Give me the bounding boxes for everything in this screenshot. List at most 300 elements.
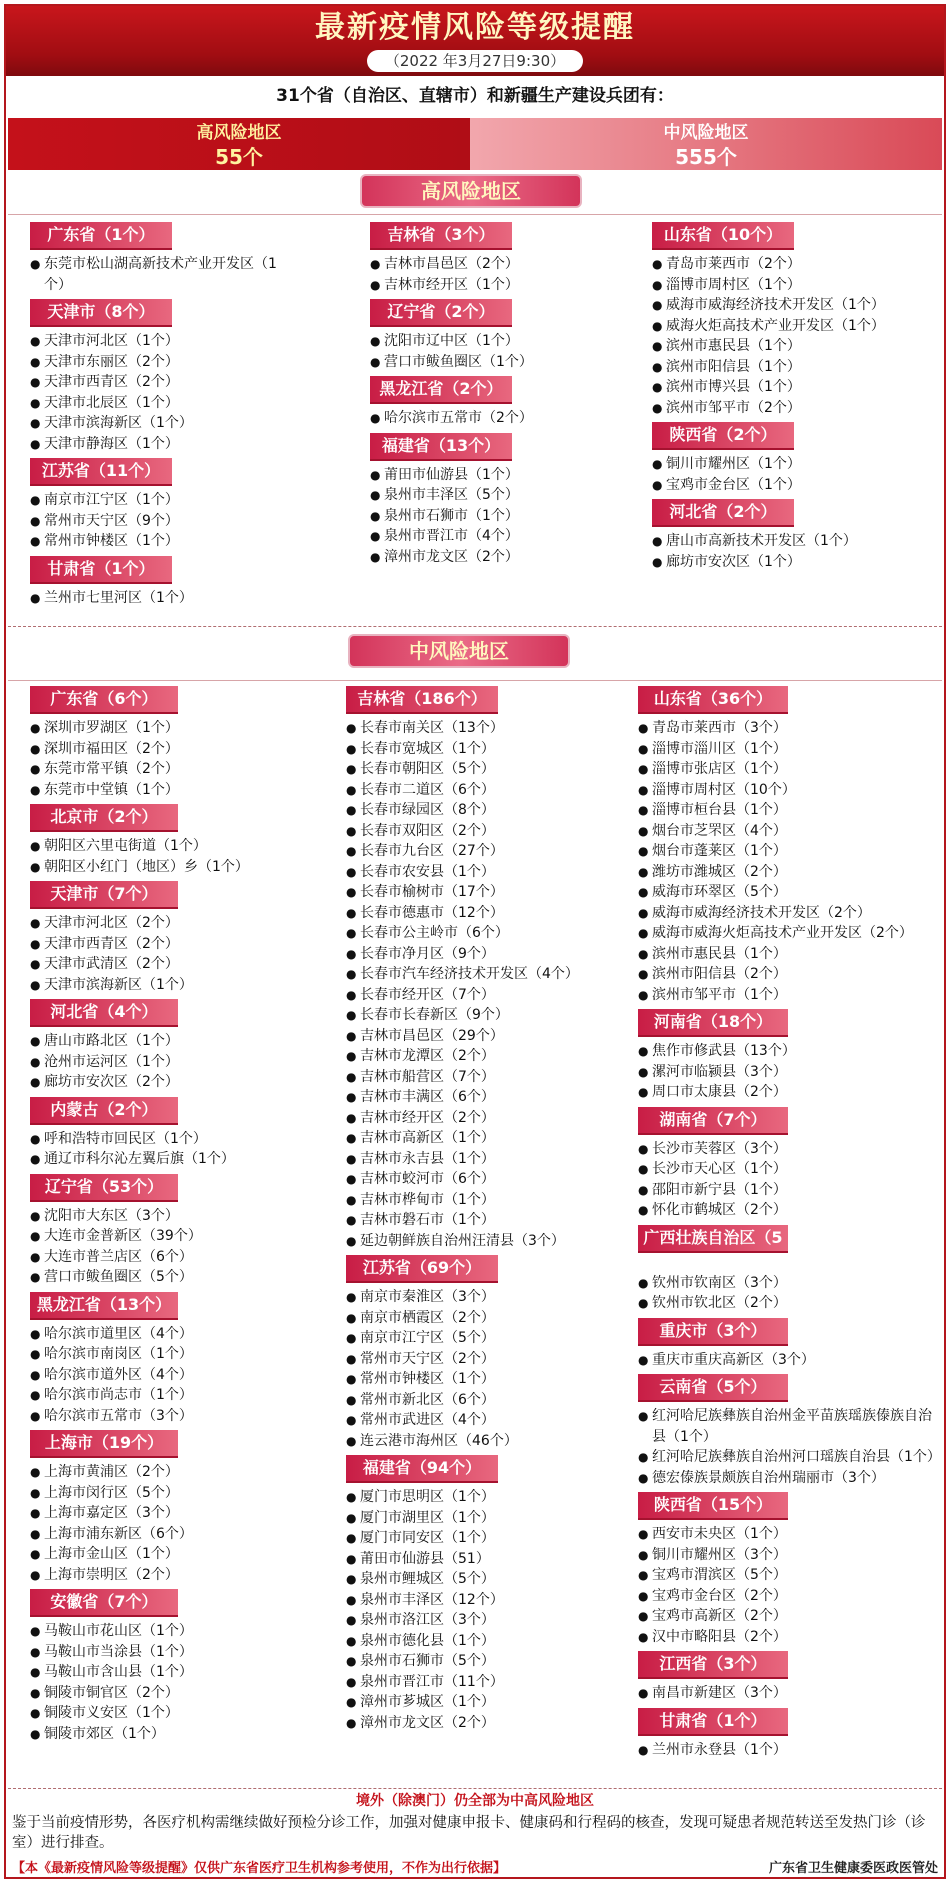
bullet-icon: ●	[346, 905, 357, 920]
bullet-icon: ●	[370, 257, 381, 271]
province-label: 甘肃省（1个）	[30, 556, 172, 584]
area-item	[30, 1247, 330, 1268]
area-name: 泉州市丰泽区（5个）	[384, 487, 519, 503]
area-item	[30, 413, 292, 434]
area-name: 哈尔滨市五常市（2个）	[384, 410, 533, 426]
area-item	[370, 254, 600, 275]
province-block	[638, 1314, 938, 1371]
bullet-icon: ●	[638, 1162, 649, 1176]
bullet-icon: ●	[346, 1290, 357, 1304]
bullet-icon: ●	[346, 1695, 357, 1709]
area-item	[346, 1528, 636, 1549]
bullet-icon: ●	[652, 318, 663, 333]
area-name: 吉林市桦甸市（1个）	[360, 1191, 495, 1208]
province-block	[638, 1488, 938, 1647]
area-item	[30, 739, 330, 760]
area-name: 沈阳市辽中区（1个）	[384, 333, 519, 349]
area-name: 通辽市科尔沁左翼后旗（1个）	[44, 1151, 235, 1167]
area-name: 威海市威海经济技术开发区（1个）	[666, 297, 885, 313]
bullet-icon: ●	[30, 1034, 41, 1048]
area-name: 吉林市丰满区（6个）	[360, 1089, 495, 1105]
bullet-icon: ●	[30, 493, 41, 507]
area-item	[30, 588, 292, 609]
province-label: 云南省（5个）	[638, 1374, 788, 1402]
bullet-icon: ●	[30, 1547, 41, 1561]
bullet-icon: ●	[652, 277, 663, 292]
area-item	[346, 1431, 636, 1452]
area-item	[346, 1713, 636, 1734]
province-block	[30, 552, 292, 609]
bullet-icon: ●	[638, 1296, 649, 1310]
bullet-icon: ●	[652, 534, 663, 548]
area-name: 廊坊市安次区（2个）	[44, 1074, 179, 1090]
province-block	[30, 218, 292, 295]
bullet-icon: ●	[30, 334, 41, 348]
province-block	[30, 1170, 330, 1288]
bullet-icon: ●	[30, 513, 41, 528]
province-block	[370, 295, 600, 372]
area-name: 宝鸡市金台区（1个）	[666, 476, 801, 493]
province-block	[30, 877, 330, 995]
bullet-icon: ●	[30, 1485, 41, 1500]
bullet-icon: ●	[30, 375, 41, 389]
province-block	[638, 1221, 938, 1314]
area-item	[346, 739, 636, 760]
area-item	[30, 1324, 330, 1345]
area-item	[30, 857, 330, 878]
overseas-note: 境外（除澳门）仍全部为中高风险地区	[356, 1793, 594, 1809]
area-item	[346, 1692, 636, 1713]
province-block	[652, 218, 942, 418]
bullet-icon: ●	[370, 467, 381, 482]
area-item	[30, 1724, 330, 1745]
area-name: 淄博市周村区（1个）	[666, 276, 801, 293]
mid-risk-summary-label: 中风险地区	[663, 123, 749, 143]
bullet-icon: ●	[652, 298, 663, 312]
area-name: 天津市武清区（2个）	[44, 956, 179, 972]
area-item	[30, 1344, 330, 1365]
area-name: 常州市新北区（6个）	[360, 1391, 495, 1408]
area-name: 吉林市经开区（1个）	[384, 276, 519, 293]
bullet-icon: ●	[30, 762, 41, 776]
area-name: 铜陵市铜官区（2个）	[44, 1684, 179, 1701]
area-item	[346, 1328, 636, 1349]
area-name: 周口市太康县（2个）	[652, 1084, 787, 1100]
area-item	[346, 1390, 636, 1411]
area-name: 潍坊市潍城区（2个）	[652, 863, 787, 880]
area-name: 宝鸡市金台区（2个）	[652, 1587, 787, 1604]
area-item	[638, 1606, 938, 1627]
area-name: 滨州市阳信县（1个）	[666, 358, 801, 375]
area-item	[30, 1503, 330, 1524]
bullet-icon: ●	[346, 1531, 357, 1545]
bullet-icon: ●	[346, 1233, 357, 1248]
province-label: 吉林省（186个）	[346, 686, 498, 714]
area-item	[346, 1005, 636, 1026]
bullet-icon: ●	[346, 1131, 357, 1145]
bullet-icon: ●	[346, 1392, 357, 1407]
bullet-icon: ●	[30, 1685, 41, 1700]
area-name: 宝鸡市渭滨区（5个）	[652, 1567, 787, 1583]
bullet-icon: ●	[346, 987, 357, 1002]
area-item	[346, 1210, 636, 1231]
bullet-icon: ●	[346, 926, 357, 940]
area-name: 漯河市临颍县（3个）	[652, 1063, 787, 1080]
area-item	[346, 718, 636, 739]
bullet-icon: ●	[638, 1588, 649, 1603]
area-name: 铜陵市义安区（1个）	[44, 1705, 179, 1721]
area-name: 常州市天宁区（2个）	[360, 1350, 495, 1367]
area-item	[346, 1549, 636, 1570]
area-item	[30, 780, 330, 801]
province-label: 广东省（6个）	[30, 686, 178, 714]
area-name: 铜川市耀州区（1个）	[666, 456, 801, 472]
area-name: 泉州市鲤城区（5个）	[360, 1571, 495, 1587]
province-block	[638, 682, 938, 1005]
area-name: 延边朝鲜族自治州汪清县（3个）	[360, 1232, 565, 1249]
area-name: 常州市武进区（4个）	[360, 1412, 495, 1428]
area-name: 天津市北辰区（1个）	[44, 394, 179, 411]
area-name: 上海市浦东新区（6个）	[44, 1525, 193, 1542]
bullet-icon: ●	[346, 1049, 357, 1063]
area-name: 吉林市昌邑区（2个）	[384, 256, 519, 272]
area-name: 大连市普兰店区（6个）	[44, 1248, 193, 1265]
area-item	[638, 1627, 938, 1648]
bullet-icon: ●	[370, 529, 381, 543]
area-name: 天津市西青区（2个）	[44, 935, 179, 952]
area-name: 常州市天宁区（9个）	[44, 512, 179, 529]
area-name: 朝阳区小红门（地区）乡（1个）	[44, 858, 249, 875]
area-name: 滨州市阳信县（2个）	[652, 966, 787, 982]
area-name: 南京市秦淮区（3个）	[360, 1289, 495, 1305]
bullet-icon: ●	[346, 1592, 357, 1607]
bullet-icon: ●	[30, 1526, 41, 1541]
province-block	[30, 1288, 330, 1427]
province-label: 河北省（2个）	[652, 499, 794, 527]
area-name: 天津市滨海新区（1个）	[44, 976, 193, 993]
area-name: 南京市栖霞区（2个）	[360, 1309, 495, 1326]
area-item	[638, 1740, 938, 1761]
bullet-icon: ●	[30, 936, 41, 951]
area-item	[370, 275, 600, 296]
area-item	[652, 357, 942, 378]
bullet-icon: ●	[30, 1388, 41, 1402]
bullet-icon: ●	[346, 1331, 357, 1345]
area-item	[638, 1524, 938, 1545]
area-item	[30, 331, 292, 352]
area-name: 东莞市常平镇（2个）	[44, 761, 179, 777]
area-name: 红河哈尼族彝族自治州河口瑶族自治县（1个）	[652, 1449, 941, 1465]
area-name: 长春市二道区（6个）	[360, 781, 495, 798]
area-item	[30, 1226, 330, 1247]
bullet-icon: ●	[346, 803, 357, 817]
update-date: （2022 年3月27日9:30）	[367, 50, 583, 72]
area-name: 钦州市钦北区（2个）	[652, 1295, 787, 1311]
area-item	[638, 1200, 938, 1221]
province-label: 陕西省（15个）	[638, 1492, 788, 1520]
area-name: 泉州市石狮市（1个）	[384, 507, 519, 524]
area-name: 大连市金普新区（39个）	[44, 1228, 202, 1244]
area-item	[346, 1631, 636, 1652]
province-block	[652, 495, 942, 572]
area-name: 淄博市淄川区（1个）	[652, 740, 787, 757]
area-item	[30, 934, 330, 955]
area-item	[370, 506, 600, 527]
area-name: 吉林市船营区（7个）	[360, 1068, 495, 1085]
province-block	[638, 1370, 941, 1488]
bullet-icon: ●	[30, 1367, 41, 1382]
area-name: 厦门市思明区（1个）	[360, 1489, 495, 1505]
bullet-icon: ●	[638, 1409, 649, 1423]
area-name: 烟台市芝罘区（4个）	[652, 822, 787, 839]
area-item	[346, 923, 636, 944]
area-name: 铜陵市郊区（1个）	[44, 1725, 165, 1742]
area-item	[638, 1586, 938, 1607]
mid-risk-section-rule	[8, 680, 942, 681]
bullet-icon: ●	[346, 1310, 357, 1325]
bullet-icon: ●	[638, 1742, 649, 1757]
area-name: 滨州市博兴县（1个）	[666, 379, 801, 395]
bullet-icon: ●	[638, 1182, 649, 1197]
area-name: 连云港市海州区（46个）	[360, 1432, 518, 1449]
bullet-icon: ●	[638, 844, 649, 858]
bullet-icon: ●	[346, 946, 357, 961]
area-item	[346, 1569, 636, 1590]
area-name: 哈尔滨市道外区（4个）	[44, 1366, 193, 1383]
bullet-icon: ●	[652, 477, 663, 492]
area-name: 莆田市仙游县（1个）	[384, 466, 519, 483]
disclaimer: 【本《最新疫情风险等级提醒》仅供广东省医疗卫生机构参考使用，不作为出行依据】	[12, 1861, 507, 1876]
bullet-icon: ●	[638, 762, 649, 776]
area-item	[346, 1231, 636, 1252]
bullet-icon: ●	[370, 354, 381, 369]
area-name: 长春市朝阳区（5个）	[360, 761, 495, 777]
mid-risk-summary	[470, 118, 942, 170]
bullet-icon: ●	[30, 1249, 41, 1264]
bullet-icon: ●	[30, 257, 41, 271]
mid-risk-summary-count: 555个	[675, 145, 737, 169]
area-item	[30, 913, 330, 934]
bullet-icon: ●	[30, 416, 41, 430]
area-name: 马鞍山市花山区（1个）	[44, 1623, 193, 1639]
area-item	[638, 1565, 938, 1586]
bullet-icon: ●	[30, 859, 41, 874]
area-item	[638, 1159, 938, 1180]
area-name: 长春市绿园区（8个）	[360, 802, 495, 818]
bullet-icon: ●	[30, 957, 41, 971]
area-name: 呼和浩特市回民区（1个）	[44, 1130, 207, 1147]
province-label: 广西壮族自治区（5个）	[638, 1225, 788, 1253]
area-name: 吉林市磐石市（1个）	[360, 1212, 495, 1228]
area-name: 长春市九台区（27个）	[360, 843, 504, 859]
area-item	[638, 1545, 938, 1566]
area-name: 天津市河北区（2个）	[44, 915, 179, 931]
area-item	[346, 903, 636, 924]
area-item	[638, 985, 938, 1006]
area-item	[30, 1565, 330, 1586]
province-label: 安徽省（7个）	[30, 1589, 178, 1617]
area-item	[638, 1350, 938, 1371]
province-label: 内蒙古（2个）	[30, 1097, 178, 1125]
area-name: 威海市威海火炬高技术产业开发区（2个）	[652, 925, 913, 941]
area-item	[638, 1041, 938, 1062]
bullet-icon: ●	[346, 1110, 357, 1125]
high-risk-summary-label: 高风险地区	[196, 123, 282, 143]
bullet-icon: ●	[346, 721, 357, 735]
area-item	[30, 1621, 330, 1642]
area-item	[346, 800, 636, 821]
area-item	[346, 1672, 636, 1693]
bullet-icon: ●	[346, 1090, 357, 1104]
province-label: 黑龙江省（13个）	[30, 1292, 178, 1320]
bullet-icon: ●	[30, 1624, 41, 1638]
area-item	[346, 1369, 636, 1390]
bullet-icon: ●	[346, 864, 357, 879]
area-item	[346, 985, 636, 1006]
area-item	[30, 1385, 330, 1406]
bullet-icon: ●	[638, 721, 649, 735]
area-item	[30, 1031, 330, 1052]
area-item	[652, 454, 942, 475]
bullet-icon: ●	[370, 334, 381, 348]
area-name: 东莞市松山湖高新技术产业开发区（1个）	[44, 256, 277, 293]
area-name: 宝鸡市高新区（2个）	[652, 1608, 787, 1624]
bullet-icon: ●	[638, 926, 649, 940]
bullet-icon: ●	[346, 967, 357, 981]
bullet-icon: ●	[30, 1567, 41, 1582]
high-risk-section-title: 高风险地区	[360, 174, 582, 208]
bullet-icon: ●	[30, 395, 41, 410]
bullet-icon: ●	[638, 864, 649, 879]
bullet-icon: ●	[638, 782, 649, 797]
area-name: 长春市长春新区（9个）	[360, 1007, 509, 1023]
area-name: 深圳市福田区（2个）	[44, 740, 179, 757]
mid-risk-column	[638, 682, 941, 1760]
area-item	[346, 780, 636, 801]
page-title: 最新疫情风险等级提醒	[315, 10, 635, 45]
area-name: 朝阳区六里屯街道（1个）	[44, 838, 207, 854]
area-item	[30, 1072, 330, 1093]
high-risk-summary	[8, 118, 470, 170]
area-item	[638, 759, 938, 780]
area-name: 吉林市高新区（1个）	[360, 1130, 495, 1146]
bullet-icon: ●	[638, 1275, 649, 1290]
province-block	[370, 372, 600, 429]
area-item	[638, 739, 938, 760]
bullet-icon: ●	[370, 411, 381, 425]
bullet-icon: ●	[638, 987, 649, 1002]
area-name: 威海市环翠区（5个）	[652, 884, 787, 900]
area-name: 上海市金山区（1个）	[44, 1546, 179, 1562]
area-item	[30, 1149, 330, 1170]
province-block	[30, 1093, 330, 1170]
bullet-icon: ●	[346, 1490, 357, 1504]
area-item	[346, 821, 636, 842]
bullet-icon: ●	[638, 1085, 649, 1099]
area-item	[30, 1406, 330, 1427]
area-item	[346, 1349, 636, 1370]
area-name: 兰州市七里河区（1个）	[44, 589, 193, 606]
bullet-icon: ●	[30, 1326, 41, 1341]
province-label: 河南省（18个）	[638, 1009, 788, 1037]
area-name: 上海市黄浦区（2个）	[44, 1464, 179, 1480]
bullet-icon: ●	[30, 1706, 41, 1720]
area-name: 常州市钟楼区（1个）	[44, 533, 179, 549]
bullet-icon: ●	[638, 885, 649, 899]
high-risk-column	[370, 218, 600, 567]
area-item	[652, 398, 942, 419]
issuer: 广东省卫生健康委医政医管处	[768, 1861, 938, 1876]
high-risk-column	[30, 218, 292, 608]
area-name: 滨州市惠民县（1个）	[652, 945, 787, 962]
bullet-icon: ●	[346, 1572, 357, 1586]
province-label: 重庆市（3个）	[638, 1318, 788, 1346]
area-item	[346, 1087, 636, 1108]
bullet-icon: ●	[30, 1665, 41, 1679]
area-name: 漳州市龙文区（2个）	[384, 548, 519, 565]
area-name: 上海市崇明区（2个）	[44, 1566, 179, 1583]
bullet-icon: ●	[652, 400, 663, 415]
area-name: 吉林市永吉县（1个）	[360, 1150, 495, 1167]
area-item	[370, 465, 600, 486]
area-item	[638, 1139, 938, 1160]
bullet-icon: ●	[346, 762, 357, 776]
area-name: 泉州市丰泽区（12个）	[360, 1591, 504, 1608]
area-item	[638, 964, 938, 985]
bullet-icon: ●	[346, 1372, 357, 1386]
area-item	[30, 352, 292, 373]
area-name: 漳州市芗城区（1个）	[360, 1694, 495, 1710]
bullet-icon: ●	[30, 721, 41, 735]
province-block	[30, 454, 292, 552]
area-item	[346, 759, 636, 780]
area-item	[346, 1169, 636, 1190]
bullet-icon: ●	[346, 844, 357, 858]
area-name: 马鞍山市当涂县（1个）	[44, 1643, 193, 1660]
area-name: 德宏傣族景颇族自治州瑞丽市（3个）	[652, 1469, 885, 1486]
area-item	[346, 1046, 636, 1067]
area-name: 泉州市晋江市（4个）	[384, 528, 519, 544]
area-name: 上海市嘉定区（3个）	[44, 1505, 179, 1521]
province-label: 甘肃省（1个）	[638, 1708, 788, 1736]
area-name: 焦作市修武县（13个）	[652, 1043, 796, 1059]
area-name: 长春市经开区（7个）	[360, 986, 495, 1003]
area-item	[370, 547, 600, 568]
area-name: 上海市闵行区（5个）	[44, 1484, 179, 1501]
bullet-icon: ●	[30, 1465, 41, 1479]
province-block	[638, 1704, 938, 1761]
area-name: 厦门市同安区（1个）	[360, 1530, 495, 1546]
area-name: 天津市东丽区（2个）	[44, 353, 179, 370]
area-name: 滨州市惠民县（1个）	[666, 338, 801, 354]
province-label: 福建省（13个）	[370, 433, 512, 461]
area-item	[346, 862, 636, 883]
area-item	[638, 718, 938, 739]
area-name: 厦门市湖里区（1个）	[360, 1509, 495, 1526]
bullet-icon: ●	[346, 1551, 357, 1566]
area-item	[346, 841, 636, 862]
province-block	[638, 1005, 938, 1103]
province-label: 吉林省（3个）	[370, 222, 512, 250]
area-item	[638, 1447, 941, 1468]
bullet-icon: ●	[638, 1141, 649, 1156]
bullet-icon: ●	[638, 1686, 649, 1700]
bullet-icon: ●	[652, 339, 663, 353]
area-name: 钦州市钦南区（3个）	[652, 1274, 787, 1291]
bullet-icon: ●	[346, 1633, 357, 1648]
bullet-icon: ●	[370, 488, 381, 502]
area-name: 长春市德惠市（12个）	[360, 904, 504, 921]
